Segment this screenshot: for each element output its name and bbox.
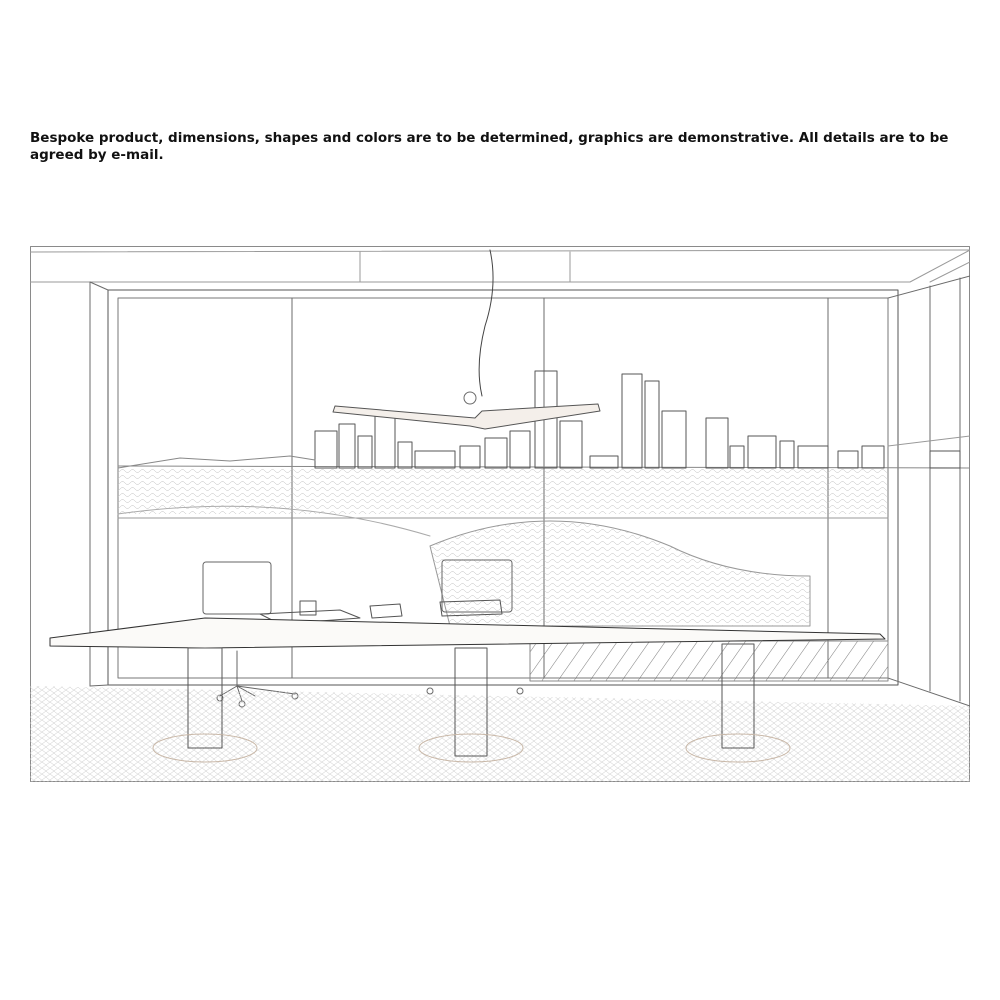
disclaimer-text: Bespoke product, dimensions, shapes and colors are to be determined, graphics are demonstrative. All details are to be agreed by e-mail. xyxy=(30,130,949,163)
room-sketch-illustration xyxy=(30,246,970,782)
pendant-lamp xyxy=(333,250,600,429)
ceiling-lines xyxy=(30,250,970,282)
carpet-floor xyxy=(30,686,970,782)
room-sketch-svg xyxy=(30,246,970,782)
water-horizon xyxy=(118,466,970,626)
deck-floor xyxy=(530,641,888,681)
